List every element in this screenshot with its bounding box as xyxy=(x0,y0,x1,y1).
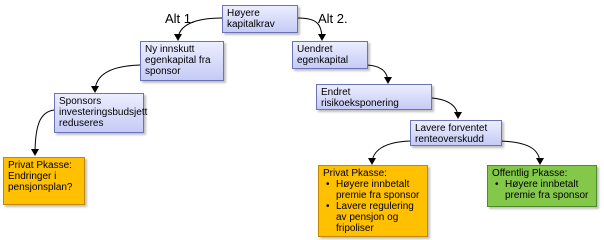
node-offentlig-pkasse xyxy=(487,165,597,207)
alt-2-label: Alt 2. xyxy=(318,11,348,26)
arrow-lavere-to-privat-right xyxy=(372,141,410,164)
alt-1-label: Alt 1. xyxy=(165,11,195,26)
node-privat-pkasse-left: Privat Pkasse: Endringer i pensjonsplan? xyxy=(3,157,85,205)
arrow-lavere-to-offentlig xyxy=(500,141,540,164)
node-uendret-egenkapital: Uendret egenkapital xyxy=(292,41,368,69)
node-lavere-forventet-renteoverskudd: Lavere forventet renteoverskudd xyxy=(410,120,502,146)
arrow-sponsors-to-privat-left xyxy=(35,110,54,155)
arrow-uendret-to-endret xyxy=(367,65,388,83)
privat-right-list xyxy=(323,179,423,234)
node-endret-risikoeksponering: Endret risikoeksponering xyxy=(316,84,432,110)
privat-right-title: Privat Pkasse: xyxy=(323,168,387,179)
arrow-ny-to-sponsors xyxy=(95,65,140,92)
offentlig-list xyxy=(492,179,592,201)
privat-right-item: • Lavere regulering av pensjon og fripoliser xyxy=(336,201,423,234)
node-ny-innskutt-egenkapital: Ny innskutt egenkapital fra sponsor xyxy=(140,41,224,81)
offentlig-item: • Høyere innbetalt premie fra sponsor xyxy=(505,179,592,201)
node-hoyere-kapitalkrav: Høyere kapitalkrav xyxy=(222,5,298,33)
privat-right-item: • Høyere innbetalt premie fra sponsor xyxy=(336,179,423,201)
arrow-endret-to-lavere xyxy=(432,98,458,118)
node-sponsors-investeringsbudsjett: Sponsors investeringsbudsjett reduseres xyxy=(54,93,144,133)
offentlig-title: Offentlig Pkasse: xyxy=(492,168,568,179)
node-privat-pkasse-right xyxy=(318,165,428,237)
